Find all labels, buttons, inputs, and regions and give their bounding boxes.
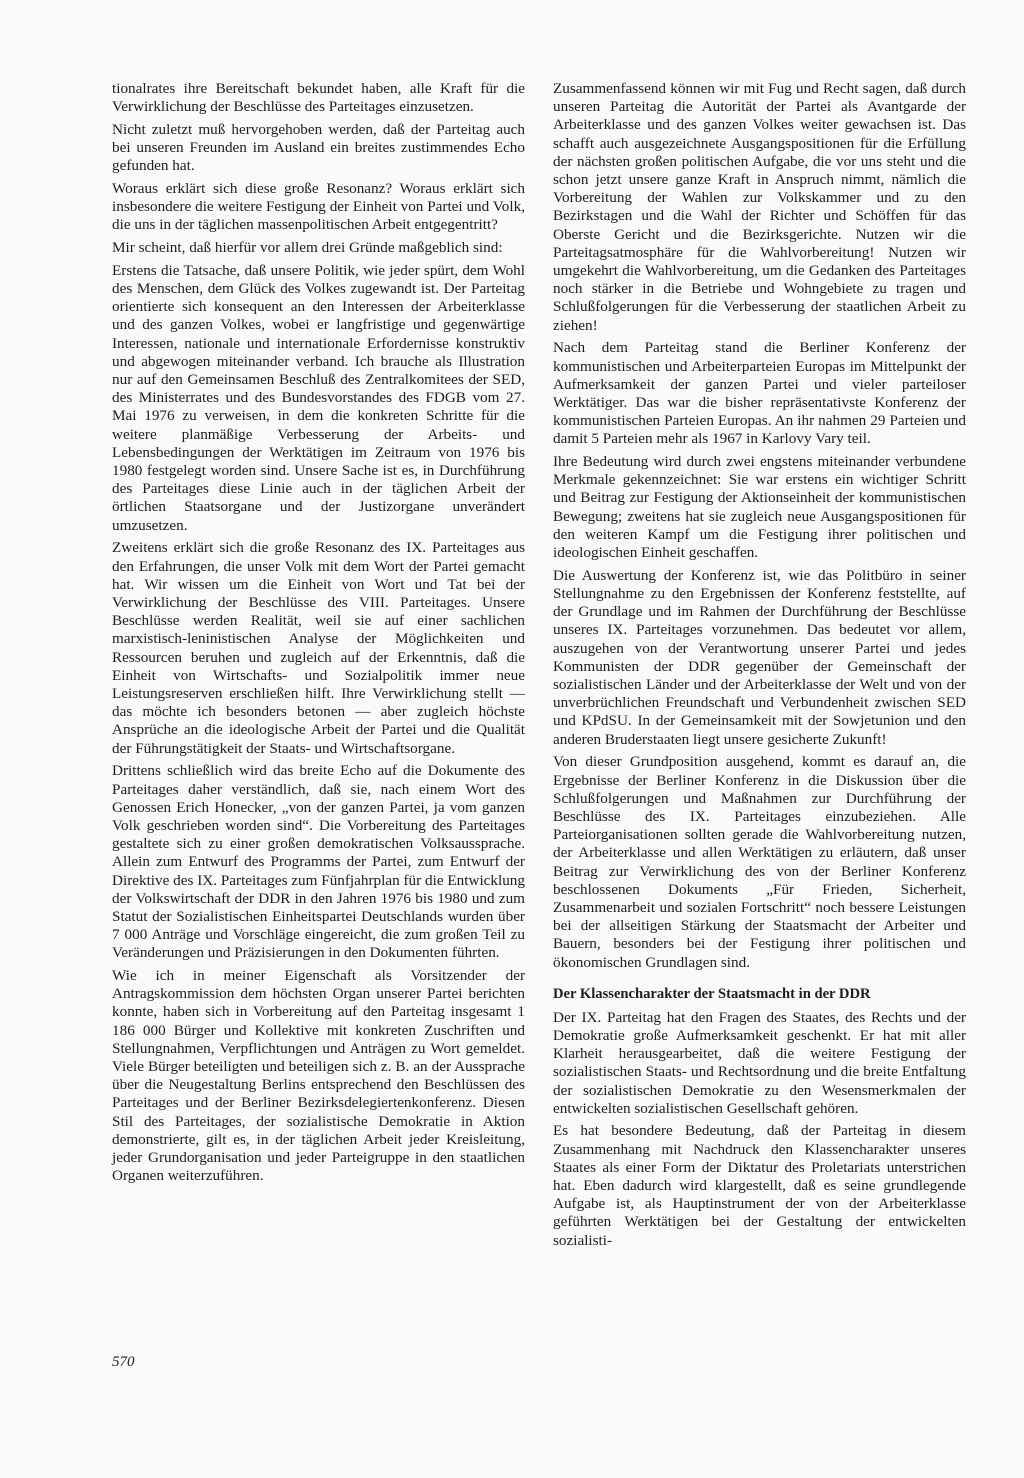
paragraph: tionalrates ihre Bereitschaft bekundet haben, alle Kraft für die Verwirklichung der Beschlüsse des Parteitages einzusetzen. bbox=[112, 80, 525, 116]
paragraph: Es hat besondere Bedeutung, daß der Parteitag in diesem Zusammenhang mit Nachdruck den Klassencharakter unseres Staates als einer Form der Diktatur des Proletariats unterstrichen hat. Eben dadurch wird klargestellt, daß es seine grundlegende Aufgabe ist, als Hauptinstrument der von der Arbeiterklasse geführten Werktätigen bei der Gestaltung der entwickelten sozialisti- bbox=[553, 1122, 966, 1249]
paragraph: Nach dem Parteitag stand die Berliner Konferenz der kommunistischen und Arbeiterparteien Europas im Mittelpunkt der Aufmerksamkeit der ganzen Partei und vieler parteiloser Werktätiger. Das war die bisher repräsentativste Konferenz der kommunistischen Parteien Europas. An ihr nahmen 29 Parteien und damit 5 Parteien mehr als 1967 in Karlovy Vary teil. bbox=[553, 339, 966, 448]
paragraph: Drittens schließlich wird das breite Echo auf die Dokumente des Parteitages daher verständlich, daß sie, nach einem Wort des Genossen Erich Honecker, „von der ganzen Partei, ja vom ganzen Volk geschrieben worden sind“. Die Vorbereitung des Parteitages gestaltete sich zu einer großen demokratischen Volksaussprache. Allein zum Entwurf des Programms der Partei, zum Entwurf der Direktive des IX. Parteitages zum Fünfjahrplan für die Entwicklung der Volkswirtschaft der DDR in den Jahren 1976 bis 1980 und zum Statut der Sozialistischen Einheitspartei Deutschlands wurden über 7 000 Anträge und Vorschläge eingereicht, die zum großen Teil zu Veränderungen und Präzisierungen in den Dokumenten führten. bbox=[112, 762, 525, 962]
paragraph: Zusammenfassend können wir mit Fug und Recht sagen, daß durch unseren Parteitag die Autorität der Partei als Avantgarde der Arbeiterklasse und des ganzen Volkes weiter gewachsen ist. Das schafft auch ausgezeichnete Ausgangspositionen für die Erfüllung der nächsten großen politischen Aufgabe, die vor uns steht und die schon jetzt unsere ganze Kraft in Anspruch nimmt, nämlich die Vorbereitung der Wahlen zur Volkskammer und zu den Bezirkstagen und die Wahl der Richter und Schöffen für das Oberste Gericht und die Bezirksgerichte. Nutzen wir die Parteitagsatmosphäre für die Wahlvorbereitung! Nutzen wir umgekehrt die Wahlvorbereitung, um die Gedanken des Parteitages noch stärker in die Betriebe und Wohngebiete zu tragen und Schlußfolgerungen für die Verbesserung der staatlichen Arbeit zu ziehen! bbox=[553, 80, 966, 334]
left-column bbox=[112, 80, 525, 1190]
right-column bbox=[553, 80, 966, 1254]
paragraph: Zweitens erklärt sich die große Resonanz des IX. Parteitages aus den Erfahrungen, die unser Volk mit dem Wort der Partei gemacht hat. Wir wissen um die Einheit von Wort und Tat bei der Verwirklichung der Beschlüsse des VIII. Parteitages. Unsere Beschlüsse werden Realität, weil sie auf einer sachlichen marxistisch-leninistischen Analyse der Möglichkeiten und Ressourcen beruhen und zugleich auf der Erkenntnis, daß die Einheit von Wirtschafts- und Sozialpolitik immer neue Leistungsreserven erschließen hilft. Ihre Verwirklichung stellt — das möchte ich besonders betonen — aber zugleich höchste Ansprüche an die ideologische Arbeit der Partei und die Qualität der Führungstätigkeit der Staats- und Wirtschaftsorgane. bbox=[112, 539, 525, 757]
paragraph: Mir scheint, daß hierfür vor allem drei Gründe maßgeblich sind: bbox=[112, 239, 503, 257]
paragraph: Ihre Bedeutung wird durch zwei engstens miteinander verbundene Merkmale gekennzeichnet: Sie war erstens ein wichtiger Schritt und Beitrag zur Festigung der Aktionseinheit der kommunistischen Bewegung; zweitens hat sie zugleich neue Ausgangspositionen für den weiteren Kampf um die Festigung ihrer politischen und ideologischen Einheit geschaffen. bbox=[553, 453, 966, 562]
section-heading: Der Klassencharakter der Staatsmacht in der DDR bbox=[553, 985, 871, 1002]
paragraph: Nicht zuletzt muß hervorgehoben werden, daß der Parteitag auch bei unseren Freunden im Ausland ein breites zustimmendes Echo gefunden hat. bbox=[112, 120, 525, 175]
paragraph: Wie ich in meiner Eigenschaft als Vorsitzender der Antragskommission dem höchsten Organ unserer Partei berichten konnte, haben sich in Vorbereitung auf den Parteitag insgesamt 1 186 000 Bürger und Kollektive mit konkreten Zuschriften und Stellungnahmen, Verpflichtungen und Anträgen zu Wort gemeldet. Viele Bürger beteiligten und beteiligen sich z. B. an der Aussprache über die Neugestaltung Berlins entsprechend den Beschlüssen des Parteitages und der Berliner Bezirksdelegiertenkonferenz. Diesen Stil des Parteitages, der sozialistische Demokratie in Aktion demonstrierte, gilt es, in der täglichen Arbeit jeder Kreisleitung, jeder Grundorganisation und jeder Parteigruppe in den staatlichen Organen weiterzuführen. bbox=[112, 967, 525, 1185]
paragraph: Der IX. Parteitag hat den Fragen des Staates, des Rechts und der Demokratie große Aufmerksamkeit geschenkt. Er hat mit aller Klarheit herausgearbeitet, daß die weitere Festigung der sozialistischen Staats- und Rechtsordnung und die breite Entfaltung der sozialistischen Demokratie zu den Wesensmerkmalen der entwickelten sozialistischen Gesellschaft gehören. bbox=[553, 1008, 966, 1117]
paragraph: Die Auswertung der Konferenz ist, wie das Politbüro in seiner Stellungnahme zu den Ergebnissen der Konferenz feststellte, auf der Grundlage und im Rahmen der Durchführung der Beschlüsse unseres IX. Parteitages vorzunehmen. Das bedeutet vor allem, auszugehen von der Verantwortung unserer Partei und jedes Kommunisten der DDR gegenüber der Gemeinschaft der sozialistischen Länder und der Arbeiterklasse der Welt und von der unverbrüchlichen Freundschaft und Verbundenheit zwischen SED und KPdSU. In der Gemeinsamkeit mit der Sowjetunion und den anderen Bruderstaaten liegt unsere gesicherte Zukunft! bbox=[553, 566, 966, 748]
page-number: 570 bbox=[112, 1354, 135, 1370]
paragraph: Woraus erklärt sich diese große Resonanz? Woraus erklärt sich insbesondere die weitere Festigung der Einheit von Partei und Volk, die uns in der täglichen massenpolitischen Arbeit entgegentritt? bbox=[112, 180, 525, 234]
document-page bbox=[112, 80, 964, 1380]
paragraph: Erstens die Tatsache, daß unsere Politik, wie jeder spürt, dem Wohl des Menschen, dem Glück des Volkes zugewandt ist. Der Parteitag orientierte sich konsequent an den Interessen der Arbeiterklasse und des ganzen Volkes, wobei er langfristige und gegenwärtige Interessen, nationale und internationale Erfordernisse konstruktiv und abgewogen miteinander verband. Ich brauche als Illustration nur auf den Gemeinsamen Beschluß des Zentralkomitees der SED, des Ministerrates und des Bundesvorstandes des FDGB vom 27. Mai 1976 zu verweisen, in dem die konkreten Schritte für die weitere planmäßige Verbesserung der Arbeits- und Lebensbedingungen der Werktätigen im Zeitraum von 1976 bis 1980 festgelegt worden sind. Unsere Sache ist es, in Durchführung des Parteitages diese Linie auch in der täglichen Arbeit der örtlichen Staatsorgane und der Justizorgane unverändert umzusetzen. bbox=[112, 261, 525, 534]
paragraph: Von dieser Grundposition ausgehend, kommt es darauf an, die Ergebnisse der Berliner Konferenz in die Diskussion über die Schlußfolgerungen und Maßnahmen zur Durchführung der Beschlüsse des IX. Parteitages einzubeziehen. Alle Parteiorganisationen sollten gerade die Wahlvorbereitung nutzen, der Arbeiterklasse und allen Werktätigen zu erläutern, daß unser Beitrag zur Verwirklichung des von der Berliner Konferenz beschlossenen Dokuments „Für Frieden, Sicherheit, Zusammenarbeit und sozialen Fortschritt“ noch bessere Leistungen bei der allseitigen Stärkung der Staatsmacht der Arbeiter und Bauern, besonders bei der Festigung ihrer politischen und ökonomischen Grundlagen sind. bbox=[553, 753, 966, 971]
